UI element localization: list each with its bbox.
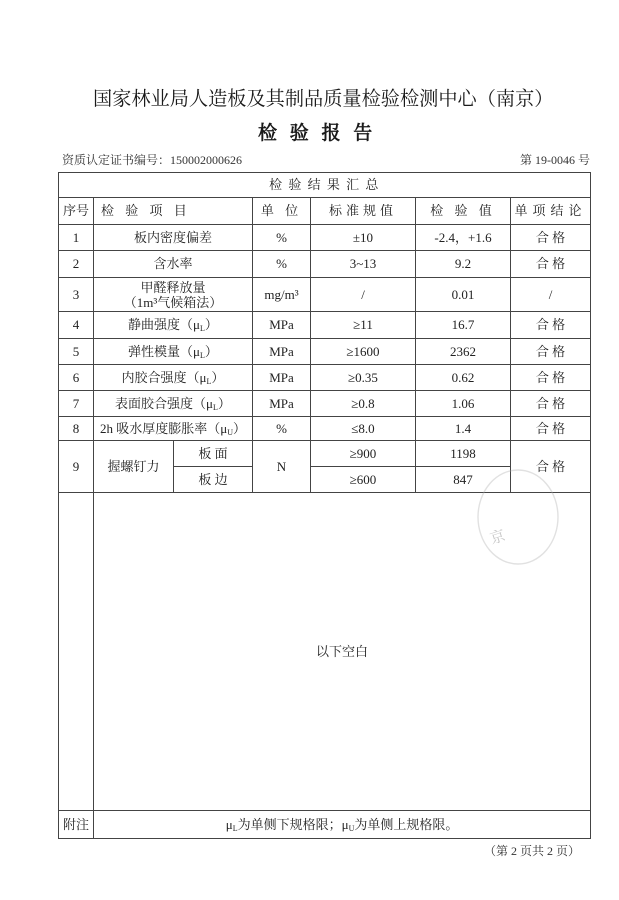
- row-item: [94, 278, 253, 312]
- row-result: 合 格: [511, 365, 591, 391]
- row-value: 1198: [416, 441, 511, 467]
- table-row: [59, 278, 591, 312]
- row-value: 1.06: [416, 391, 511, 417]
- row-unit: MPa: [253, 365, 311, 391]
- row-no: 8: [59, 417, 94, 441]
- row-item-name: 甲醛释放量: [140, 279, 206, 295]
- row-item-part: 板 面: [174, 441, 253, 467]
- row-value: 9.2: [416, 251, 511, 278]
- row-spec: 3~13: [311, 251, 416, 278]
- report-number: 第 19-0046 号: [520, 153, 590, 167]
- seal-ring: [478, 470, 558, 564]
- table-caption-row: [59, 173, 591, 198]
- column-header-no: 序号: [59, 198, 94, 225]
- table-row: [59, 391, 591, 417]
- row-value: 847: [416, 467, 511, 493]
- row-item-method: （1m³气候箱法）: [123, 294, 223, 310]
- row-result: 合 格: [511, 312, 591, 339]
- report-institution-title: 国家林业局人造板及其制品质量检验检测中心（南京）: [93, 89, 554, 110]
- table-row: [59, 312, 591, 339]
- row-no: 7: [59, 391, 94, 417]
- row-unit: %: [253, 417, 311, 441]
- row-item: 板内密度偏差: [94, 225, 253, 251]
- row-no: 2: [59, 251, 94, 278]
- row-result: 合 格: [511, 339, 591, 365]
- row-item: 内胶合强度$(\mu_L)$: [94, 365, 253, 391]
- row-unit: MPa: [253, 391, 311, 417]
- table-caption: 检 验 结 果 汇 总: [59, 173, 591, 198]
- column-header-unit: 单 位: [253, 198, 311, 225]
- row-value: 0.62: [416, 365, 511, 391]
- row-value: 1.4: [416, 417, 511, 441]
- footnote-label: 附注: [59, 811, 94, 839]
- table-row: [59, 339, 591, 365]
- row-no: 4: [59, 312, 94, 339]
- row-item: 含水率: [94, 251, 253, 278]
- footnote-text: $\mu_L$为单侧下规格限；$\mu_U$为单侧上规格限。: [94, 811, 591, 839]
- row-value: 2362: [416, 339, 511, 365]
- blank-no-cell: [59, 493, 94, 811]
- row-item: 弹性模量$(\mu_L)$: [94, 339, 253, 365]
- column-header-item: 检 验 项 目: [94, 198, 253, 225]
- row-item: 静曲强度$(\mu_L)$: [94, 312, 253, 339]
- table-row: [59, 417, 591, 441]
- row-result: 合 格: [511, 251, 591, 278]
- row-spec: /: [311, 278, 416, 312]
- row-spec: ±10: [311, 225, 416, 251]
- row-item: 握螺钉力: [94, 441, 174, 493]
- row-result: 合 格: [511, 417, 591, 441]
- row-result: 合 格: [511, 441, 591, 493]
- row-spec: ≥900: [311, 441, 416, 467]
- page-number: （第 2 页共 2 页）: [483, 844, 580, 858]
- row-item: 2h 吸水厚度膨胀率$(\mu_U)$: [94, 417, 253, 441]
- row-spec: ≥11: [311, 312, 416, 339]
- row-unit: MPa: [253, 339, 311, 365]
- row-spec: ≤8.0: [311, 417, 416, 441]
- row-no: 6: [59, 365, 94, 391]
- row-no: 9: [59, 441, 94, 493]
- seal-stamp: [470, 462, 560, 572]
- report-heading: 检 验 报 告: [258, 123, 377, 144]
- column-header-value: 检 验 值: [416, 198, 511, 225]
- row-unit: %: [253, 251, 311, 278]
- row-value: 0.01: [416, 278, 511, 312]
- table-header-row: [59, 198, 591, 225]
- row-unit: %: [253, 225, 311, 251]
- blank-note: 以下空白: [94, 493, 591, 811]
- row-item-part: 板 边: [174, 467, 253, 493]
- column-header-spec: 标准规值: [311, 198, 416, 225]
- row-unit: MPa: [253, 312, 311, 339]
- row-unit: mg/m³: [253, 278, 311, 312]
- row-spec: ≥0.8: [311, 391, 416, 417]
- row-spec: ≥0.35: [311, 365, 416, 391]
- row-value: 16.7: [416, 312, 511, 339]
- row-result: 合 格: [511, 225, 591, 251]
- table-row: [59, 251, 591, 278]
- row-no: 1: [59, 225, 94, 251]
- row-spec: ≥600: [311, 467, 416, 493]
- row-no: 5: [59, 339, 94, 365]
- seal-lettering: 京: [488, 527, 508, 548]
- column-header-result: 单项结论: [511, 198, 591, 225]
- row-result: 合 格: [511, 391, 591, 417]
- footnote-row: [59, 811, 591, 839]
- row-item: 表面胶合强度$(\mu_L)$: [94, 391, 253, 417]
- table-row: [59, 225, 591, 251]
- table-row: [59, 365, 591, 391]
- row-unit: N: [253, 441, 311, 493]
- row-no: 3: [59, 278, 94, 312]
- certification-number: 资质认定证书编号：150002000626: [62, 153, 243, 167]
- row-value: -2.4，+1.6: [416, 225, 511, 251]
- row-result: /: [511, 278, 591, 312]
- row-spec: ≥1600: [311, 339, 416, 365]
